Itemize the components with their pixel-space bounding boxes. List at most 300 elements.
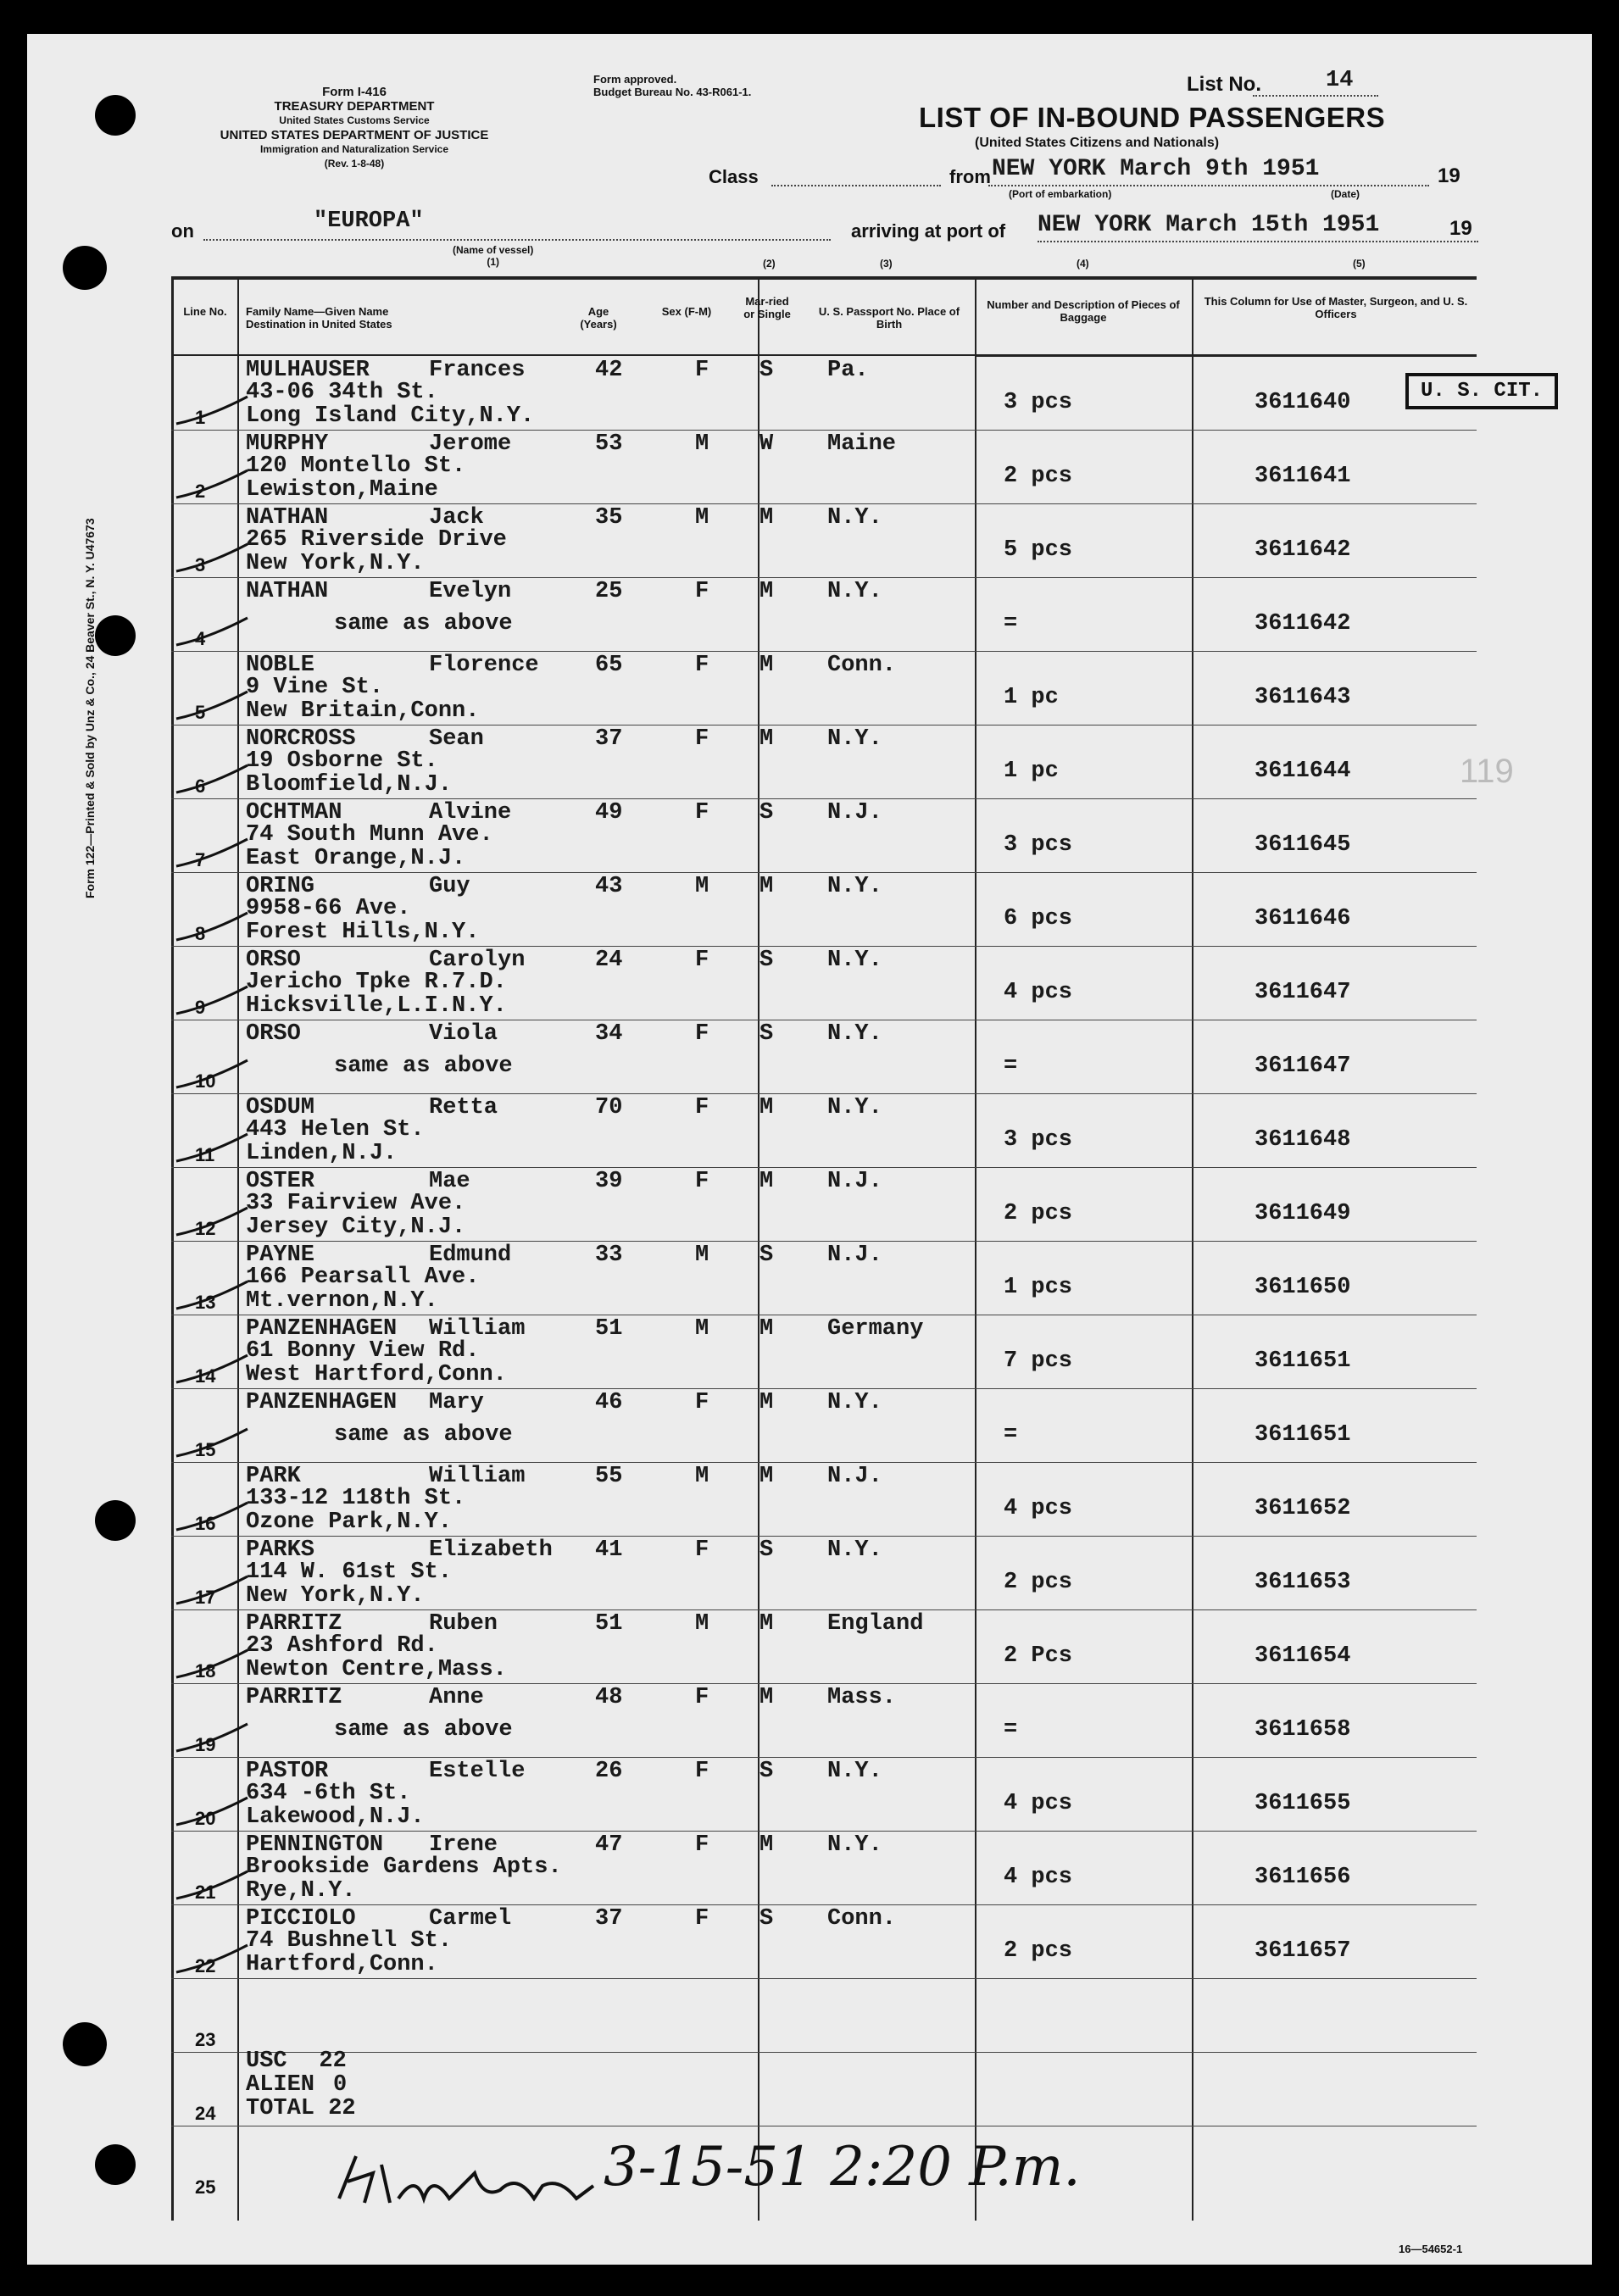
surname: OSTER <box>246 1169 315 1194</box>
marital-status: M <box>759 1316 774 1342</box>
address-line-2: Jersey City,N.J. <box>246 1215 466 1240</box>
marital-status: M <box>759 505 774 531</box>
place-of-birth: Germany <box>827 1316 924 1342</box>
surname: ORSO <box>246 1021 301 1047</box>
age: 39 <box>595 1169 623 1194</box>
class-underline <box>771 185 941 186</box>
baggage-count: 2 pcs <box>1004 1938 1073 1964</box>
address-line-1: 265 Riverside Drive <box>246 527 507 553</box>
surname: OCHTMAN <box>246 800 342 826</box>
col-divider <box>975 354 1477 357</box>
line-number: 9 <box>195 997 206 1018</box>
sex: F <box>695 1095 709 1120</box>
age: 25 <box>595 579 623 604</box>
header-age: Age (Years) <box>580 305 617 331</box>
vessel-underline <box>203 239 831 241</box>
header-name: Family Name—Given Name Destination in United States <box>246 305 392 331</box>
baggage-count: = <box>1004 1717 1018 1743</box>
age: 48 <box>595 1685 623 1710</box>
baggage-count: 4 pcs <box>1004 980 1073 1005</box>
check-mark-icon <box>175 1868 251 1902</box>
given-name: Retta <box>429 1095 498 1120</box>
place-of-birth: N.Y. <box>827 874 882 899</box>
marital-status: M <box>759 579 774 604</box>
place-of-birth: Conn. <box>827 1906 897 1932</box>
sex: F <box>695 1537 709 1563</box>
address-line-1: 43-06 34th St. <box>246 380 438 405</box>
row-divider <box>171 1536 1477 1537</box>
given-name: Irene <box>429 1832 498 1858</box>
address-line-2: Lakewood,N.J. <box>246 1804 425 1830</box>
place-of-birth: N.J. <box>827 1464 882 1489</box>
baggage-ticket-number: 3611646 <box>1255 906 1351 931</box>
from-value: NEW YORK March 9th 1951 <box>992 156 1320 182</box>
given-name: Alvine <box>429 800 512 826</box>
address-line-2: Long Island City,N.Y. <box>246 403 535 429</box>
place-of-birth: N.Y. <box>827 1759 882 1784</box>
from-underline <box>988 185 1429 186</box>
sex: F <box>695 1169 709 1194</box>
age: 47 <box>595 1832 623 1858</box>
address-line-2: Bloomfield,N.J. <box>246 772 453 798</box>
given-name: Jerome <box>429 431 512 457</box>
row-divider <box>171 872 1477 873</box>
sex: F <box>695 1832 709 1858</box>
revision: (Rev. 1-8-48) <box>324 158 385 170</box>
row-divider <box>171 503 1477 504</box>
marital-status: S <box>759 1537 774 1563</box>
place-of-birth: N.Y. <box>827 579 882 604</box>
baggage-ticket-number: 3611641 <box>1255 464 1351 489</box>
row-divider <box>171 1388 1477 1389</box>
baggage-ticket-number: 3611658 <box>1255 1717 1351 1743</box>
place-of-birth: N.Y. <box>827 1095 882 1120</box>
check-mark-icon <box>175 393 251 427</box>
address-line-1: 23 Ashford Rd. <box>246 1633 438 1659</box>
address-line-1: 74 Bushnell St. <box>246 1928 453 1954</box>
line-number: 24 <box>195 2103 216 2124</box>
baggage-ticket-number: 3611656 <box>1255 1865 1351 1890</box>
address-line-1: 9958-66 Ave. <box>246 896 411 921</box>
baggage-ticket-number: 3611642 <box>1255 537 1351 563</box>
baggage-count: 2 Pcs <box>1004 1643 1073 1669</box>
row-divider <box>171 1093 1477 1094</box>
check-mark-icon <box>175 1647 251 1681</box>
marital-status: M <box>759 1685 774 1710</box>
marital-status: S <box>759 1021 774 1047</box>
line-number: 1 <box>195 407 206 428</box>
sex: M <box>695 1464 709 1489</box>
marital-status: M <box>759 1390 774 1415</box>
address-line-1: 133-12 118th St. <box>246 1486 466 1511</box>
given-name: Edmund <box>429 1243 512 1268</box>
marital-status: S <box>759 1906 774 1932</box>
row-divider <box>171 430 1477 431</box>
year-suffix-2: 19 <box>1449 217 1472 240</box>
address-line-1: 166 Pearsall Ave. <box>246 1265 480 1290</box>
age: 37 <box>595 726 623 752</box>
given-name: Anne <box>429 1685 484 1710</box>
on-label: on <box>171 220 194 242</box>
marital-status: S <box>759 800 774 826</box>
header-officers: This Column for Use of Master, Surgeon, and U. S. Officers <box>1204 295 1468 320</box>
place-of-birth: N.Y. <box>827 1021 882 1047</box>
age: 34 <box>595 1021 623 1047</box>
baggage-ticket-number: 3611651 <box>1255 1348 1351 1374</box>
place-of-birth: Mass. <box>827 1685 897 1710</box>
port-embarkation-label: (Port of embarkation) <box>1009 188 1112 200</box>
usc-label: USC <box>246 2049 287 2074</box>
baggage-ticket-number: 3611649 <box>1255 1201 1351 1226</box>
line-number: 16 <box>195 1513 216 1534</box>
place-of-birth: N.Y. <box>827 505 882 531</box>
usc-value: 22 <box>319 2049 347 2074</box>
place-of-birth: N.J. <box>827 1243 882 1268</box>
marital-status: M <box>759 1464 774 1489</box>
from-label: from <box>949 166 991 187</box>
age: 49 <box>595 800 623 826</box>
given-name: Elizabeth <box>429 1537 553 1563</box>
surname: PARRITZ <box>246 1685 342 1710</box>
marital-status: S <box>759 948 774 973</box>
col-num-3: (3) <box>880 258 893 270</box>
budget-bureau: Budget Bureau No. 43-R061-1. <box>593 86 752 98</box>
check-mark-icon <box>175 836 251 870</box>
place-of-birth: N.Y. <box>827 1537 882 1563</box>
check-mark-icon <box>175 1942 251 1976</box>
check-mark-icon <box>175 1721 251 1754</box>
check-mark-icon <box>175 614 251 648</box>
baggage-ticket-number: 3611657 <box>1255 1938 1351 1964</box>
baggage-count: 5 pcs <box>1004 537 1073 563</box>
line-number: 10 <box>195 1070 216 1092</box>
page-title: LIST OF IN-BOUND PASSENGERS <box>919 102 1386 133</box>
check-mark-icon <box>175 983 251 1017</box>
baggage-count: 1 pc <box>1004 759 1059 784</box>
line-number: 13 <box>195 1292 216 1313</box>
page-subtitle: (United States Citizens and Nationals) <box>975 136 1220 150</box>
address-line-1: 33 Fairview Ave. <box>246 1191 466 1216</box>
check-mark-icon <box>175 1573 251 1607</box>
given-name: Estelle <box>429 1759 526 1784</box>
place-of-birth: England <box>827 1611 924 1637</box>
marital-status: S <box>759 1243 774 1268</box>
sex: F <box>695 1390 709 1415</box>
line-number: 2 <box>195 481 206 502</box>
baggage-ticket-number: 3611648 <box>1255 1127 1351 1153</box>
baggage-ticket-number: 3611654 <box>1255 1643 1351 1669</box>
baggage-count: = <box>1004 611 1018 637</box>
baggage-ticket-number: 3611655 <box>1255 1791 1351 1816</box>
address-line-1: 19 Osborne St. <box>246 748 438 774</box>
surname: PICCIOLO <box>246 1906 356 1932</box>
marital-status: M <box>759 874 774 899</box>
line-number: 3 <box>195 554 206 575</box>
surname: ORSO <box>246 948 301 973</box>
given-name: Florence <box>429 653 539 678</box>
check-mark-icon <box>175 1204 251 1238</box>
us-citizen-stamp: U. S. CIT. <box>1405 373 1558 409</box>
line-number: 12 <box>195 1218 216 1239</box>
col-num-4: (4) <box>1077 258 1089 270</box>
col-divider <box>1192 276 1193 2221</box>
baggage-ticket-number: 3611640 <box>1255 390 1351 415</box>
binder-hole <box>95 615 136 656</box>
baggage-ticket-number: 3611652 <box>1255 1496 1351 1521</box>
given-name: William <box>429 1464 526 1489</box>
row-divider <box>171 1831 1477 1832</box>
surname: PAYNE <box>246 1243 315 1268</box>
address-line-1: Brookside Gardens Apts. <box>246 1854 562 1880</box>
place-of-birth: Pa. <box>827 358 869 383</box>
given-name: Viola <box>429 1021 498 1047</box>
baggage-ticket-number: 3611651 <box>1255 1422 1351 1448</box>
address-line-2: New York,N.Y. <box>246 551 425 576</box>
check-mark-icon <box>175 1278 251 1312</box>
sex: M <box>695 874 709 899</box>
line-number: 21 <box>195 1882 216 1903</box>
binder-hole <box>95 1500 136 1541</box>
line-number: 8 <box>195 923 206 944</box>
line-number: 15 <box>195 1439 216 1460</box>
binder-hole <box>95 95 136 136</box>
table-top-border <box>171 276 1477 280</box>
age: 41 <box>595 1537 623 1563</box>
form-number: Form I-416 <box>322 85 387 99</box>
address-line-1: same as above <box>334 1717 513 1743</box>
check-mark-icon <box>175 1794 251 1828</box>
surname: NATHAN <box>246 505 329 531</box>
check-mark-icon <box>175 1499 251 1533</box>
sex: M <box>695 1243 709 1268</box>
address-line-1: 443 Helen St. <box>246 1117 425 1142</box>
surname: PARKS <box>246 1537 315 1563</box>
age: 53 <box>595 431 623 457</box>
line-number: 22 <box>195 1955 216 1976</box>
marital-status: S <box>759 358 774 383</box>
surname: ORING <box>246 874 315 899</box>
address-line-2: West Hartford,Conn. <box>246 1362 507 1387</box>
given-name: Carolyn <box>429 948 526 973</box>
marital-status: M <box>759 1169 774 1194</box>
line-number: 4 <box>195 628 206 649</box>
baggage-count: 3 pcs <box>1004 390 1073 415</box>
age: 55 <box>595 1464 623 1489</box>
baggage-count: 1 pc <box>1004 685 1059 710</box>
row-divider <box>171 1757 1477 1758</box>
footer-code: 16—54652-1 <box>1399 2243 1463 2255</box>
address-line-1: 114 W. 61st St. <box>246 1559 453 1585</box>
address-line-2: Linden,N.J. <box>246 1141 398 1166</box>
marital-status: W <box>759 431 774 457</box>
place-of-birth: Conn. <box>827 653 897 678</box>
row-divider <box>171 946 1477 947</box>
check-mark-icon <box>175 1352 251 1386</box>
surname: MURPHY <box>246 431 329 457</box>
surname: PANZENHAGEN <box>246 1390 398 1415</box>
age: 46 <box>595 1390 623 1415</box>
marital-status: M <box>759 653 774 678</box>
marital-status: S <box>759 1759 774 1784</box>
sex: F <box>695 1759 709 1784</box>
line-number: 17 <box>195 1587 216 1608</box>
baggage-ticket-number: 3611645 <box>1255 832 1351 858</box>
baggage-count: = <box>1004 1422 1018 1448</box>
address-line-1: same as above <box>334 1053 513 1079</box>
surname: MULHAUSER <box>246 358 370 383</box>
row-divider <box>171 1167 1477 1168</box>
baggage-ticket-number: 3611642 <box>1255 611 1351 637</box>
age: 33 <box>595 1243 623 1268</box>
row-divider <box>171 1462 1477 1463</box>
line-number: 5 <box>195 702 206 723</box>
age: 35 <box>595 505 623 531</box>
baggage-count: 3 pcs <box>1004 832 1073 858</box>
place-of-birth: N.Y. <box>827 1832 882 1858</box>
given-name: Mary <box>429 1390 484 1415</box>
surname: PARK <box>246 1464 301 1489</box>
sex: F <box>695 1906 709 1932</box>
alien-label: ALIEN <box>246 2072 315 2098</box>
list-no-underline <box>1253 95 1378 97</box>
baggage-count: 7 pcs <box>1004 1348 1073 1374</box>
class-label: Class <box>709 166 759 187</box>
address-line-1: 120 Montello St. <box>246 453 466 479</box>
date-label: (Date) <box>1331 188 1360 200</box>
total-label: TOTAL <box>246 2096 315 2121</box>
address-line-2: Hartford,Conn. <box>246 1952 438 1977</box>
arriving-label: arriving at port of <box>851 220 1006 242</box>
col-num-2: (2) <box>763 258 776 270</box>
row-divider <box>171 1683 1477 1684</box>
address-line-2: Mt.vernon,N.Y. <box>246 1288 438 1314</box>
customs-service: United States Customs Service <box>279 114 430 126</box>
justice-dept: UNITED STATES DEPARTMENT OF JUSTICE <box>220 128 489 142</box>
list-no-label: List No. <box>1187 73 1261 96</box>
given-name: Jack <box>429 505 484 531</box>
list-no-value: 14 <box>1326 68 1354 93</box>
age: 65 <box>595 653 623 678</box>
given-name: Ruben <box>429 1611 498 1637</box>
header-line-no: Line No. <box>183 305 227 318</box>
given-name: Carmel <box>429 1906 512 1932</box>
baggage-count: 6 pcs <box>1004 906 1073 931</box>
address-line-1: 9 Vine St. <box>246 675 384 700</box>
total-value: 22 <box>328 2096 356 2121</box>
given-name: Frances <box>429 358 526 383</box>
signature-timestamp: 3-15-51 2:20 P.m. <box>604 2136 1081 2199</box>
address-line-2: Forest Hills,N.Y. <box>246 920 480 945</box>
given-name: William <box>429 1316 526 1342</box>
row-divider <box>171 1241 1477 1242</box>
binder-hole <box>95 2144 136 2185</box>
vessel-caption: (Name of vessel) (1) <box>453 244 534 268</box>
baggage-count: 2 pcs <box>1004 1201 1073 1226</box>
baggage-count: 4 pcs <box>1004 1865 1073 1890</box>
address-line-1: 61 Bonny View Rd. <box>246 1338 480 1364</box>
address-line-1: Jericho Tpke R.7.D. <box>246 970 507 995</box>
place-of-birth: N.J. <box>827 800 882 826</box>
address-line-1: 74 South Munn Ave. <box>246 822 493 848</box>
sex: F <box>695 1021 709 1047</box>
check-mark-icon <box>175 762 251 796</box>
marital-status: M <box>759 726 774 752</box>
sex: M <box>695 1611 709 1637</box>
row-divider <box>171 2052 1477 2053</box>
binder-hole <box>63 2022 107 2066</box>
sex: F <box>695 948 709 973</box>
binder-hole <box>63 246 107 290</box>
line-number: 6 <box>195 776 206 797</box>
age: 51 <box>595 1611 623 1637</box>
baggage-count: 3 pcs <box>1004 1127 1073 1153</box>
check-mark-icon <box>175 1426 251 1459</box>
surname: NOBLE <box>246 653 315 678</box>
printer-side-text: Form 122—Printed & Sold by Unz & Co., 24 Beaver St., N. Y. U47673 <box>83 518 97 898</box>
line-number: 20 <box>195 1808 216 1829</box>
age: 51 <box>595 1316 623 1342</box>
check-mark-icon <box>175 688 251 722</box>
baggage-count: 4 pcs <box>1004 1496 1073 1521</box>
surname: PENNINGTON <box>246 1832 384 1858</box>
sex: F <box>695 726 709 752</box>
address-line-2: Lewiston,Maine <box>246 477 438 503</box>
address-line-2: East Orange,N.J. <box>246 846 466 871</box>
margin-number: 119 <box>1460 753 1514 790</box>
baggage-ticket-number: 3611647 <box>1255 980 1351 1005</box>
arriving-underline <box>1038 241 1478 242</box>
age: 37 <box>595 1906 623 1932</box>
surname: PASTOR <box>246 1759 329 1784</box>
form-header-left <box>159 85 549 171</box>
line-number: 23 <box>195 2029 216 2050</box>
sex: F <box>695 800 709 826</box>
age: 24 <box>595 948 623 973</box>
line-number: 11 <box>195 1144 215 1165</box>
header-sex: Sex (F-M) <box>661 305 712 318</box>
line-number: 19 <box>195 1734 216 1755</box>
check-mark-icon <box>175 909 251 943</box>
check-mark-icon <box>175 1131 251 1165</box>
table-left-border <box>171 276 174 2221</box>
baggage-count: 1 pcs <box>1004 1275 1073 1300</box>
vessel-name: "EUROPA" <box>314 208 424 234</box>
place-of-birth: N.Y. <box>827 726 882 752</box>
address-line-1: 634 -6th St. <box>246 1781 411 1806</box>
sex: F <box>695 358 709 383</box>
given-name: Mae <box>429 1169 470 1194</box>
given-name: Evelyn <box>429 579 512 604</box>
row-divider <box>171 1904 1477 1905</box>
header-married: Mar-ried or Single <box>743 295 791 320</box>
sex: M <box>695 431 709 457</box>
row-divider <box>171 798 1477 799</box>
baggage-count: 2 pcs <box>1004 464 1073 489</box>
baggage-ticket-number: 3611644 <box>1255 759 1351 784</box>
treasury-dept: TREASURY DEPARTMENT <box>274 99 435 114</box>
ins-service: Immigration and Naturalization Service <box>259 143 449 155</box>
baggage-ticket-number: 3611653 <box>1255 1570 1351 1595</box>
row-divider <box>171 577 1477 578</box>
surname: PANZENHAGEN <box>246 1316 398 1342</box>
surname: NORCROSS <box>246 726 356 752</box>
check-mark-icon <box>175 1057 251 1091</box>
surname: PARRITZ <box>246 1611 342 1637</box>
given-name: Guy <box>429 874 470 899</box>
marital-status: M <box>759 1611 774 1637</box>
check-mark-icon <box>175 467 251 501</box>
surname: NATHAN <box>246 579 329 604</box>
